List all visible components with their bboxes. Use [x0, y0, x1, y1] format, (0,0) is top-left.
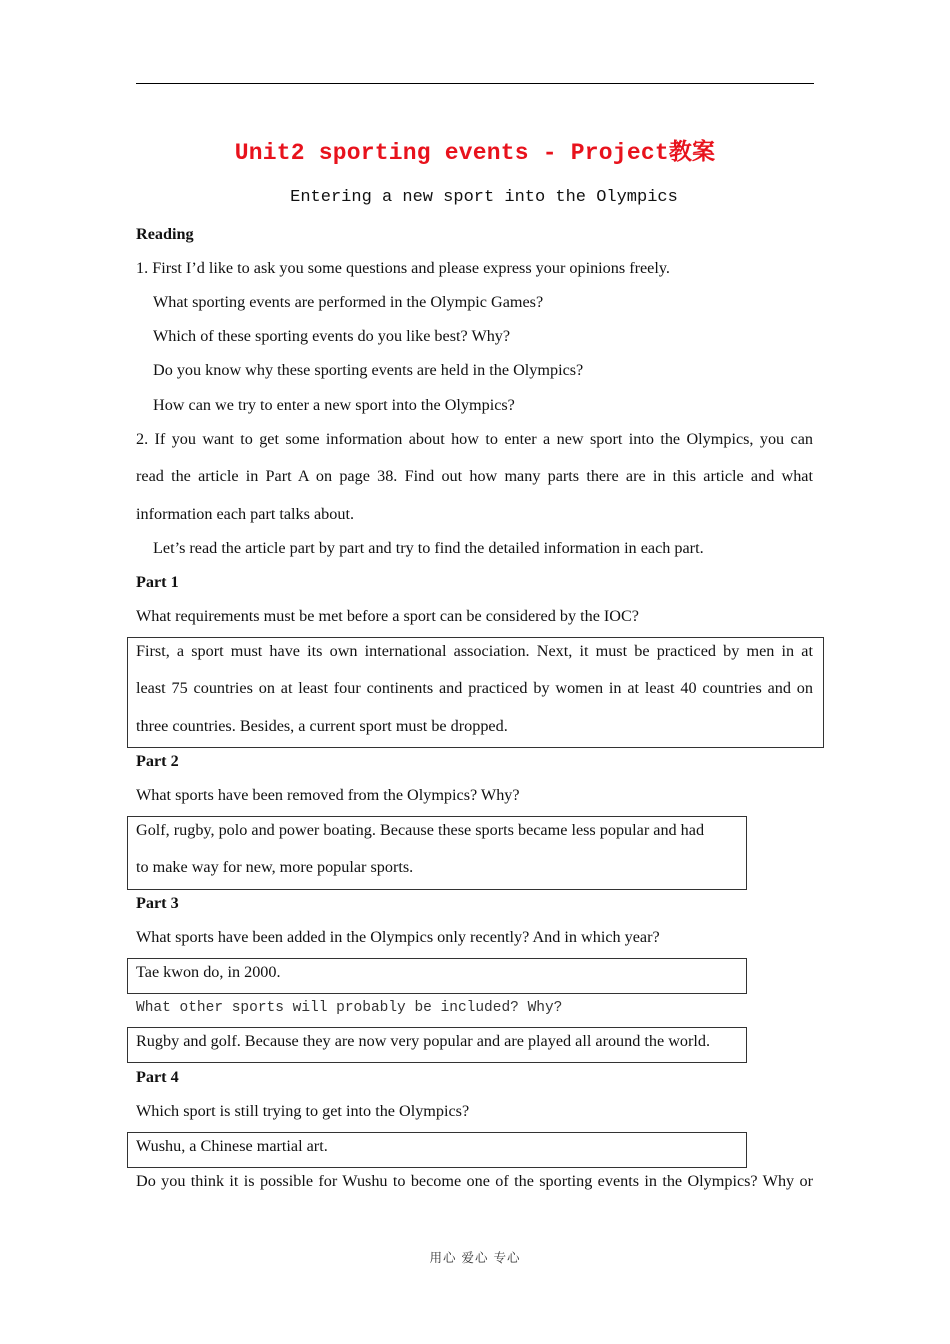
q1-intro: 1. First I’d like to ask you some questions and please express your opinions freely.: [136, 259, 670, 277]
part2-question: What sports have been removed from the Olympics? Why?: [136, 786, 520, 804]
part2-heading: Part 2: [136, 752, 179, 770]
q1-question: What sporting events are performed in the Olympic Games?: [153, 293, 544, 311]
part1-question: What requirements must be met before a sport can be considered by the IOC?: [136, 607, 639, 625]
part4-question2: Do you think it is possible for Wushu to become one of the sporting events in the Olympics? Why or: [136, 1172, 813, 1190]
page-subtitle: Entering a new sport into the Olympics: [290, 188, 678, 207]
q1-question: Which of these sporting events do you like best? Why?: [153, 327, 511, 345]
part4-heading: Part 4: [136, 1068, 179, 1086]
q1-question: Do you know why these sporting events are held in the Olympics?: [153, 361, 584, 379]
part2-answer-line: Golf, rugby, polo and power boating. Because these sports became less popular and had: [136, 821, 705, 839]
part3-question: What sports have been added in the Olympics only recently? And in which year?: [136, 928, 660, 946]
part1-answer-line: three countries. Besides, a current sport must be dropped.: [136, 717, 508, 735]
part1-answer-line: First, a sport must have its own international association. Next, it must be practiced by men in at: [136, 642, 813, 660]
part2-answer-line: to make way for new, more popular sports.: [136, 858, 414, 876]
header-rule: [136, 83, 814, 84]
part1-answer-line: least 75 countries on at least four continents and practiced by women in at least 40 countries and on: [136, 679, 813, 697]
q2-line: 2. If you want to get some information about how to enter a new sport into the Olympics, you can: [136, 430, 813, 448]
part4-question: Which sport is still trying to get into the Olympics?: [136, 1102, 470, 1120]
part3-answer2: Rugby and golf. Because they are now very popular and are played all around the world.: [136, 1032, 711, 1050]
q2-line: information each part talks about.: [136, 505, 355, 523]
q2-line: read the article in Part A on page 38. Find out how many parts there are in this article and what: [136, 467, 813, 485]
reading-heading: Reading: [136, 225, 194, 243]
part1-heading: Part 1: [136, 573, 179, 591]
part3-question2: What other sports will probably be included? Why?: [136, 1000, 563, 1016]
page-footer: 用心 爱心 专心: [429, 1250, 521, 1265]
q2-followup: Let’s read the article part by part and try to find the detailed information in each part.: [153, 539, 704, 557]
q1-question: How can we try to enter a new sport into the Olympics?: [153, 396, 515, 414]
part3-answer: Tae kwon do, in 2000.: [136, 963, 281, 981]
part4-answer: Wushu, a Chinese martial art.: [136, 1137, 328, 1155]
page-title: Unit2 sporting events - Project教案: [234, 140, 716, 166]
part3-heading: Part 3: [136, 894, 179, 912]
